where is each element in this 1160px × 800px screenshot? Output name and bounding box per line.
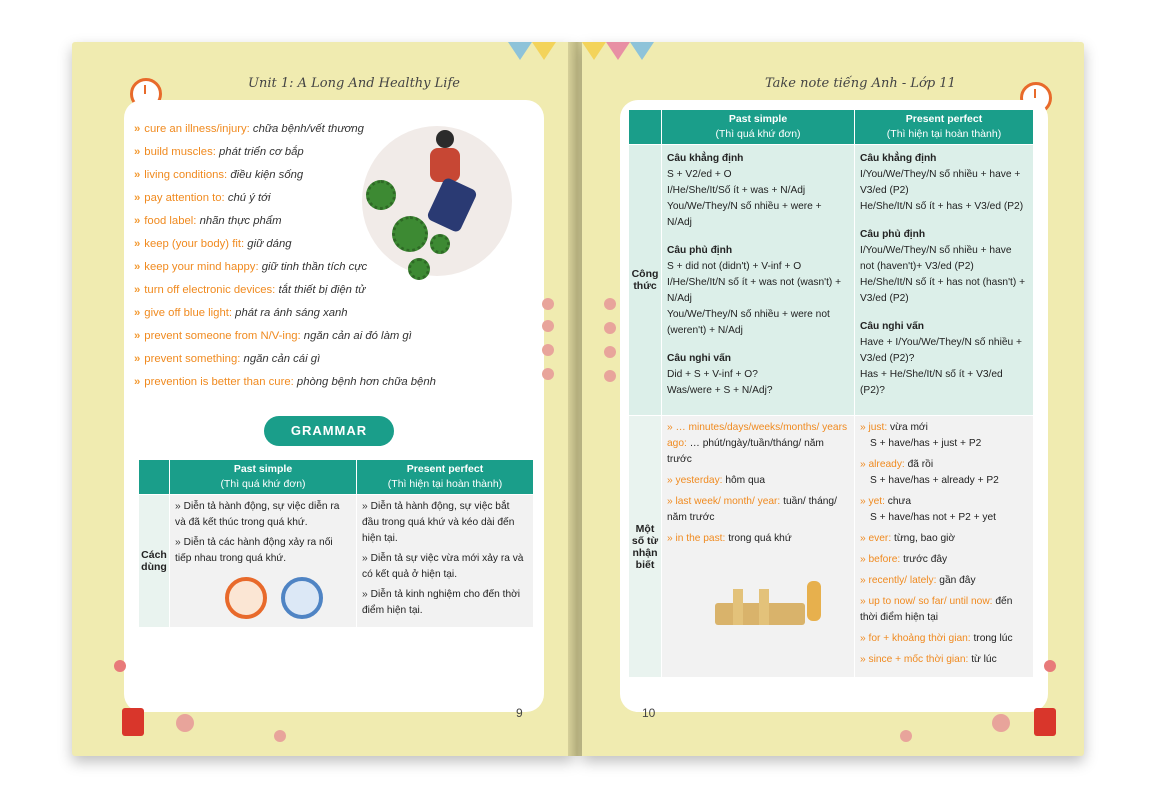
signal-meaning: vừa mới xyxy=(890,422,928,433)
vocab-meaning: nhãn thực phẩm xyxy=(199,215,282,227)
flower-icon xyxy=(900,730,912,742)
formula-section xyxy=(860,319,1028,399)
star-icon xyxy=(1044,660,1056,672)
bullet-icon: » xyxy=(134,284,141,296)
formula-line: I/He/She/It/N số ít + was not (wasn't) + N/Adj xyxy=(667,277,842,304)
bullet-icon: » xyxy=(667,475,676,486)
usage-item xyxy=(362,499,528,547)
signal-meaning: từ lúc xyxy=(971,654,997,665)
bunting-flag-icon xyxy=(582,42,606,60)
present-perfect-header xyxy=(357,460,534,495)
signal-item xyxy=(860,531,1028,547)
formula-heading: Câu khẳng định xyxy=(860,153,937,164)
signal-meaning: … phút/ngày/tuần/tháng/ năm trước xyxy=(667,438,824,465)
perfect-signals-cell xyxy=(855,416,1034,678)
right-running-head: Take note tiếng Anh - Lớp 11 xyxy=(765,76,956,91)
present-perfect-subtitle: (Thì hiện tại hoàn thành) xyxy=(387,478,503,490)
vocab-term: turn off electronic devices: xyxy=(144,284,276,296)
signal-item xyxy=(860,631,1028,647)
formula-line: Has + He/She/It/N số ít + V3/ed (P2)? xyxy=(860,369,1003,396)
bullet-icon: » xyxy=(362,553,368,564)
bullet-icon: » xyxy=(362,589,368,600)
vocab-meaning: phòng bệnh hơn chữa bệnh xyxy=(296,376,436,388)
formula-line: Have + I/You/We/They/N số nhiều + V3/ed (P2)? xyxy=(860,337,1022,364)
virus-icon xyxy=(366,180,396,210)
ruins-illustration xyxy=(715,565,835,625)
formula-section xyxy=(667,243,849,339)
signal-item xyxy=(860,494,1028,526)
vocab-term: prevention is better than cure: xyxy=(144,376,294,388)
signal-item xyxy=(860,594,1028,626)
present-perfect-title: Present perfect xyxy=(406,463,484,475)
usage-text: Diễn tả các hành động xảy ra nối tiếp nhau trong quá khứ. xyxy=(175,537,333,564)
vocab-meaning: điều kiện sống xyxy=(230,169,304,181)
flower-icon xyxy=(604,298,616,310)
open-book xyxy=(72,42,1084,762)
vocab-term: give off blue light: xyxy=(144,307,233,319)
pencil-pot-icon xyxy=(122,708,144,736)
flower-icon xyxy=(604,346,616,358)
flower-icon xyxy=(604,322,616,334)
signal-item xyxy=(667,473,849,489)
orange-clock-icon xyxy=(225,577,267,619)
signal-meaning: tuần/ tháng/ năm trước xyxy=(667,496,837,523)
signal-item xyxy=(860,420,1028,452)
past-signals-cell xyxy=(662,416,855,678)
signal-meaning: trong quá khứ xyxy=(728,533,792,544)
past-formula-cell xyxy=(662,145,855,416)
signal-item xyxy=(860,457,1028,489)
bullet-icon: » xyxy=(860,533,869,544)
bullet-icon: » xyxy=(134,238,141,250)
flower-icon xyxy=(542,344,554,356)
bullet-icon: » xyxy=(860,575,869,586)
past-simple-title: Past simple xyxy=(728,113,788,125)
bullet-icon: » xyxy=(134,169,141,181)
signal-item xyxy=(860,552,1028,568)
vocab-term: food label: xyxy=(144,215,197,227)
formula-line: He/She/It/N số ít + has + V3/ed (P2) xyxy=(860,201,1024,212)
signal-meaning: từng, bao giờ xyxy=(894,533,956,544)
formula-line: I/You/We/They/N số nhiều + have not (haven't)+ V3/ed (P2) xyxy=(860,245,1012,272)
bullet-icon: » xyxy=(134,261,141,273)
flower-icon xyxy=(542,298,554,310)
vocab-item xyxy=(134,348,436,371)
bullet-icon: » xyxy=(175,501,181,512)
signal-meaning: đã rồi xyxy=(907,459,934,470)
vocab-meaning: phát ra ánh sáng xanh xyxy=(235,307,348,319)
left-page xyxy=(72,42,574,756)
formula-heading: Câu nghi vấn xyxy=(667,353,731,364)
past-simple-header xyxy=(170,460,357,495)
vocab-term: prevent something: xyxy=(144,353,241,365)
bullet-icon: » xyxy=(362,501,368,512)
usage-text: Diễn tả hành động, sự việc diễn ra và đã kết thúc trong quá khứ. xyxy=(175,501,340,528)
formula-heading: Câu khẳng định xyxy=(667,153,744,164)
grammar-heading: GRAMMAR xyxy=(264,416,394,446)
vocab-meaning: tắt thiết bị điện tử xyxy=(278,284,366,296)
formula-line: I/He/She/It/Số ít + was + N/Adj xyxy=(667,185,806,196)
signal-key: in the past: xyxy=(675,533,726,544)
signal-item xyxy=(860,573,1028,589)
vocab-item xyxy=(134,302,436,325)
perfect-usage-cell xyxy=(357,495,534,628)
bullet-icon: » xyxy=(667,422,676,433)
signal-key: last week/ month/ year: xyxy=(675,496,781,507)
bullet-icon: » xyxy=(667,533,676,544)
vocab-item xyxy=(134,371,436,394)
blue-clock-icon xyxy=(281,577,323,619)
signal-key: … minutes/days/weeks/months/ years ago: xyxy=(667,422,848,449)
signal-meaning: gần đây xyxy=(939,575,976,586)
formula-section xyxy=(667,151,849,231)
present-perfect-title: Present perfect xyxy=(905,113,983,125)
vocab-item xyxy=(134,325,436,348)
vocab-meaning: phát triển cơ bắp xyxy=(219,146,304,158)
bullet-icon: » xyxy=(175,537,181,548)
explorer-figure xyxy=(807,581,821,621)
vocab-term: cure an illness/injury: xyxy=(144,123,250,135)
signal-meaning: trước đây xyxy=(903,554,948,565)
signal-key: yesterday: xyxy=(675,475,723,486)
usage-item xyxy=(175,499,351,531)
usage-text: Diễn tả kinh nghiệm cho đến thời điểm hiện tại. xyxy=(362,589,521,616)
bunting-flag-icon xyxy=(532,42,556,60)
signal-key: already: xyxy=(868,459,905,470)
formula-line: I/You/We/They/N số nhiều + have + V3/ed (P2) xyxy=(860,169,1021,196)
right-page-number: 10 xyxy=(642,706,656,720)
past-simple-header xyxy=(662,110,855,145)
present-perfect-subtitle: (Thì hiện tại hoàn thành) xyxy=(886,128,1002,140)
formula-section xyxy=(667,351,849,399)
virus-icon xyxy=(392,216,428,252)
vocab-meaning: chữa bệnh/vết thương xyxy=(252,123,364,135)
virus-fighter-illustration xyxy=(352,120,522,285)
vocab-meaning: chú ý tới xyxy=(227,192,271,204)
virus-icon xyxy=(430,234,450,254)
vocab-meaning: giữ dáng xyxy=(247,238,292,250)
formula-line: You/We/They/N số nhiều + were not (weren't) + N/Adj xyxy=(667,309,830,336)
formula-line: S + did not (didn't) + V-inf + O xyxy=(667,261,802,272)
vocab-meaning: giữ tinh thần tích cực xyxy=(261,261,368,273)
table-corner xyxy=(629,110,662,145)
signal-formula: S + have/has not + P2 + yet xyxy=(870,512,997,523)
signal-meaning: đến thời điểm hiện tại xyxy=(860,596,1013,623)
bunting-flag-icon xyxy=(508,42,532,60)
bullet-icon: » xyxy=(134,192,141,204)
usage-item xyxy=(175,535,351,567)
formula-line: Was/were + S + N/Adj? xyxy=(667,385,773,396)
formula-heading: Câu phủ định xyxy=(860,229,926,240)
ruins-column xyxy=(759,589,769,625)
flower-icon xyxy=(992,714,1010,732)
signal-key: recently/ lately: xyxy=(868,575,937,586)
past-usage-cell xyxy=(170,495,357,628)
flower-icon xyxy=(542,320,554,332)
vocab-term: keep (your body) fit: xyxy=(144,238,245,250)
bunting-flag-icon xyxy=(630,42,654,60)
signal-formula: S + have/has + already + P2 xyxy=(870,475,999,486)
vocab-meaning: ngăn cản cái gì xyxy=(243,353,321,365)
bullet-icon: » xyxy=(134,123,141,135)
usage-item xyxy=(362,587,528,619)
formula-line: S + V2/ed + O xyxy=(667,169,732,180)
signal-item xyxy=(667,494,849,526)
perfect-formula-cell xyxy=(855,145,1034,416)
bullet-icon: » xyxy=(134,376,141,388)
person-head-icon xyxy=(436,130,454,148)
bullet-icon: » xyxy=(860,459,869,470)
present-perfect-header xyxy=(855,110,1034,145)
formula-heading: Câu phủ định xyxy=(667,245,733,256)
formula-line: He/She/It/N số ít + has not (hasn't) + V3/ed (P2) xyxy=(860,277,1026,304)
signal-formula: S + have/has + just + P2 xyxy=(870,438,982,449)
bullet-icon: » xyxy=(134,146,141,158)
bullet-icon: » xyxy=(860,633,869,644)
formula-line: You/We/They/N số nhiều + were + N/Adj xyxy=(667,201,822,228)
signal-key: up to now/ so far/ until now: xyxy=(868,596,993,607)
past-simple-subtitle: (Thì quá khứ đơn) xyxy=(220,478,306,490)
vocab-meaning: ngăn cản ai đó làm gì xyxy=(303,330,412,342)
virus-icon xyxy=(408,258,430,280)
bullet-icon: » xyxy=(134,307,141,319)
signal-key: yet: xyxy=(868,496,885,507)
usage-text: Diễn tả sự việc vừa mới xảy ra và có kết quả ở hiện tại. xyxy=(362,553,524,580)
signal-item xyxy=(860,652,1028,668)
past-simple-title: Past simple xyxy=(233,463,293,475)
signal-key: before: xyxy=(868,554,901,565)
bullet-icon: » xyxy=(134,353,141,365)
signal-item xyxy=(667,420,849,468)
formula-section xyxy=(860,227,1028,307)
vocab-term: build muscles: xyxy=(144,146,216,158)
left-running-head: Unit 1: A Long And Healthy Life xyxy=(248,76,460,91)
grammar-formula-table xyxy=(628,109,1034,678)
row-label-signal-words: Một số từ nhận biết xyxy=(629,416,662,678)
bullet-icon: » xyxy=(134,330,141,342)
bullet-icon: » xyxy=(860,422,869,433)
usage-text: Diễn tả hành động, sự việc bắt đầu trong quá khứ và kéo dài đến hiện tại. xyxy=(362,501,515,544)
table-corner xyxy=(139,460,170,495)
signal-key: since + mốc thời gian: xyxy=(868,654,969,665)
formula-section xyxy=(860,151,1028,215)
past-simple-subtitle: (Thì quá khứ đơn) xyxy=(715,128,801,140)
vocab-term: pay attention to: xyxy=(144,192,225,204)
row-label-usage: Cách dùng xyxy=(139,495,170,628)
grammar-usage-table xyxy=(138,459,534,628)
bullet-icon: » xyxy=(860,554,869,565)
vocab-term: living conditions: xyxy=(144,169,228,181)
signal-meaning: hôm qua xyxy=(725,475,765,486)
signal-meaning: chưa xyxy=(887,496,912,507)
signal-meaning: trong lúc xyxy=(973,633,1013,644)
signal-key: ever: xyxy=(868,533,892,544)
clocks-illustration xyxy=(225,577,351,621)
flower-icon xyxy=(274,730,286,742)
flower-icon xyxy=(604,370,616,382)
signal-key: just: xyxy=(868,422,888,433)
formula-line: Did + S + V-inf + O? xyxy=(667,369,758,380)
person-body-icon xyxy=(430,148,460,182)
ruins-column xyxy=(733,589,743,625)
flower-icon xyxy=(542,368,554,380)
signal-item xyxy=(667,531,849,547)
bunting-flag-icon xyxy=(606,42,630,60)
row-label-formula: Công thức xyxy=(629,145,662,416)
formula-heading: Câu nghi vấn xyxy=(860,321,924,332)
pencil-pot-icon xyxy=(1034,708,1056,736)
left-page-number: 9 xyxy=(516,706,523,720)
star-icon xyxy=(114,660,126,672)
bullet-icon: » xyxy=(860,596,869,607)
bullet-icon: » xyxy=(667,496,676,507)
vocab-term: prevent someone from N/V-ing: xyxy=(144,330,301,342)
signal-key: for + khoảng thời gian: xyxy=(868,633,971,644)
bullet-icon: » xyxy=(860,496,869,507)
flower-icon xyxy=(176,714,194,732)
vocab-term: keep your mind happy: xyxy=(144,261,259,273)
usage-item xyxy=(362,551,528,583)
bullet-icon: » xyxy=(134,215,141,227)
bullet-icon: » xyxy=(860,654,869,665)
